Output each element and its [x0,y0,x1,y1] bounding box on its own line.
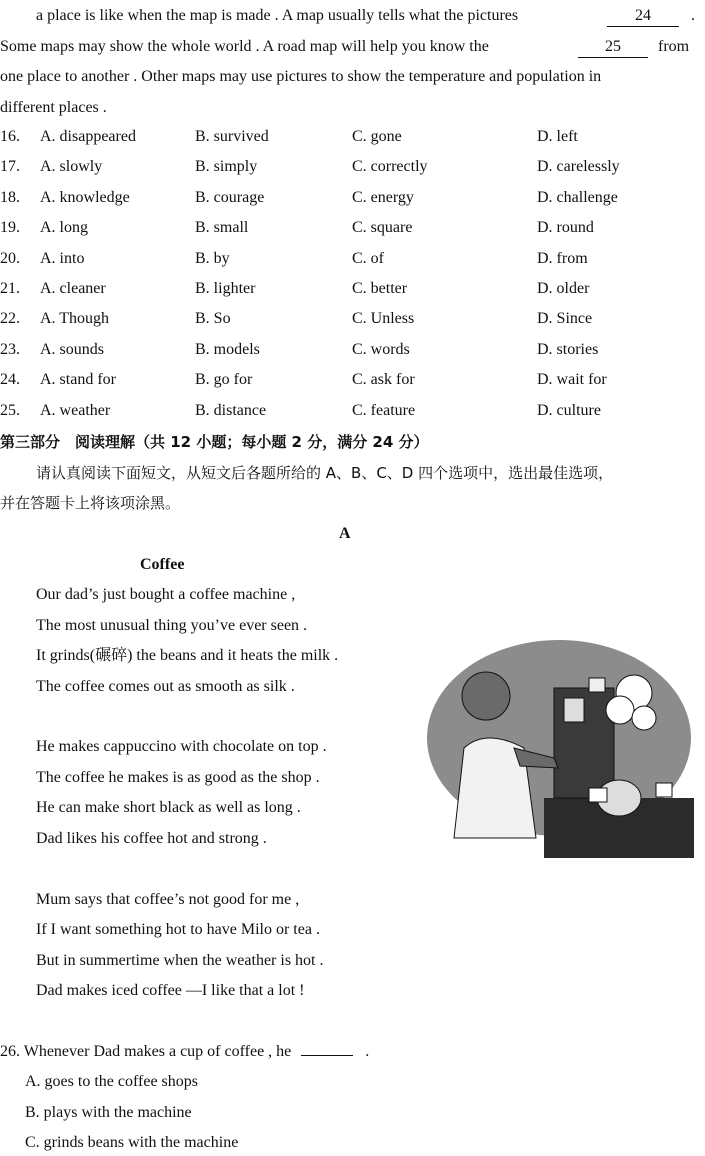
option-c: C. correctly [352,158,428,176]
option-d: D. older [537,280,590,297]
passage-line-3: one place to another . Other maps may use pictures to show the temperature and population in [0,68,602,85]
option-c: C. Unless [352,310,415,328]
q26-option-c: C. grinds beans with the machine [25,1134,239,1151]
poem-line: If I want something hot to have Milo or tea . [36,921,320,938]
question-number: 22. [0,310,20,328]
option-a: A. into [40,249,85,267]
question-number: 16. [0,128,20,145]
option-b: B. So [195,310,231,328]
poem-line: Mum says that coffee’s not good for me , [36,891,300,908]
q26-stem-text: 26. Whenever Dad makes a cup of coffee , he [0,1043,292,1060]
passage-text: Some maps may show the whole world . A road map will help you know the [0,38,489,55]
option-a: A. weather [40,401,111,419]
option-a: A. Though [40,310,110,328]
option-c: C. square [352,219,413,237]
section3-title: 第三部分 阅读理解（共 12 小题；每小题 2 分，满分 24 分） [0,433,429,451]
cup [589,788,607,802]
option-b: B. lighter [195,280,256,297]
poem-line: Dad likes his coffee hot and strong . [36,830,267,847]
q26-stem [0,1042,369,1062]
option-d: D. wait for [537,371,607,389]
blank-24: 24 . [607,6,695,27]
passage-line-2 [0,37,489,57]
option-d: D. carelessly [537,158,620,176]
option-b: B. small [195,219,249,237]
question-number: 25. [0,401,20,419]
coffee-illustration [424,638,694,858]
option-d: D. left [537,128,578,145]
option-d: D. round [537,219,594,237]
passage-text: a place is like when the map is made . A map usually tells what the pictures [36,7,519,24]
poem-line: It grinds(碾碎) the beans and it heats the milk . [36,647,339,664]
poem-line: The most unusual thing you’ve ever seen . [36,617,308,634]
man-head [462,672,510,720]
question-row [0,250,705,272]
option-c: C. better [352,280,408,297]
option-d: D. Since [537,310,593,328]
question-number: 20. [0,249,20,267]
option-a: A. stand for [40,371,116,389]
option-a: A. long [40,219,88,237]
blank-24-number: 24 [607,6,679,27]
question-number: 17. [0,158,20,176]
option-d: D. from [537,249,588,267]
q26-stem-end: . [365,1043,370,1060]
option-a: A. sounds [40,340,105,358]
option-c: C. ask for [352,371,415,389]
option-b: B. go for [195,371,253,389]
option-d: D. challenge [537,188,618,206]
section3-instruction-2: 并在答题卡上将该项涂黑。 [0,494,181,512]
section3-instruction-1: 请认真阅读下面短文，从短文后各题所给的 A、B、C、D 四个选项中，选出最佳选项， [36,464,614,482]
option-b: B. courage [195,188,265,206]
option-b: B. simply [195,158,258,176]
option-d: D. culture [537,401,601,419]
question-row [0,158,705,180]
question-number: 21. [0,280,20,297]
part-label: A [339,525,351,542]
q26-option-b: B. plays with the machine [25,1104,192,1121]
passage-line-4: different places . [0,99,107,116]
q26-option-a: A. goes to the coffee shops [25,1073,198,1090]
option-c: C. of [352,249,384,267]
poem-line: He makes cappuccino with chocolate on top . [36,738,327,755]
poem-title: Coffee [140,556,185,573]
question-row [0,310,705,332]
option-b: B. by [195,249,230,267]
question-row [0,280,705,302]
question-number: 24. [0,371,20,389]
option-c: C. words [352,340,410,358]
option-a: A. cleaner [40,280,106,297]
option-c: C. gone [352,128,402,145]
option-b: B. survived [195,128,269,145]
question-row [0,219,705,241]
blank-25 [578,37,648,58]
poem-line: The coffee he makes is as good as the shop . [36,769,320,786]
poem-line: The coffee comes out as smooth as silk . [36,678,295,695]
passage-line-1 [36,6,518,26]
passage-from: from [658,38,690,55]
option-a: A. disappeared [40,128,136,145]
poem-line: But in summertime when the weather is hot . [36,952,324,969]
option-b: B. distance [195,401,267,419]
poem-line: Dad makes iced coffee —I like that a lot ! [36,982,305,999]
poem-line: Our dad’s just bought a coffee machine , [36,586,296,603]
blank-25-number: 25 [578,37,648,58]
question-row [0,371,705,393]
option-c: C. energy [352,188,414,206]
option-a: A. knowledge [40,188,130,206]
question-row [0,189,705,211]
option-c: C. feature [352,401,416,419]
option-a: A. slowly [40,158,103,176]
option-b: B. models [195,340,260,358]
question-number: 18. [0,188,20,206]
question-row [0,128,705,150]
option-d: D. stories [537,340,599,358]
poem-line: He can make short black as well as long . [36,799,301,816]
question-row [0,402,705,424]
question-number: 19. [0,219,20,237]
question-number: 23. [0,340,20,358]
question-row [0,341,705,363]
